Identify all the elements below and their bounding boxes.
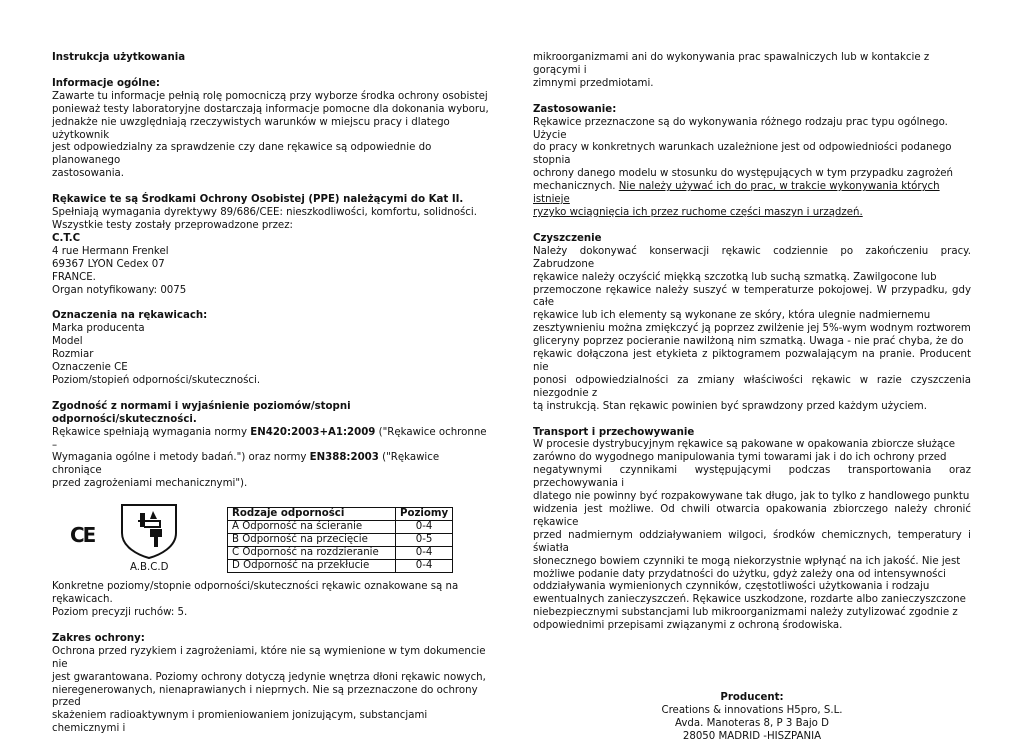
transport-heading: Transport i przechowywanie — [533, 426, 695, 438]
scope-text: Ochrona przed ryzykiem i zagrożeniami, które nie są wymienione w tym dokumencie nie — [52, 645, 486, 670]
notified-body: Organ notyfikowany: 0075 — [52, 284, 187, 296]
norms-heading: Zgodność z normami i wyjaśnienie poziomów/stopni odporności/skuteczności. — [52, 400, 351, 425]
usage-warning: ryzyko wciągnięcia ich przez ruchome części maszyn i urządzeń. — [533, 206, 863, 218]
norms-text: Wymagania ogólne i metody badań.") oraz normy EN388:2003 ("Rękawice chroniące — [52, 452, 440, 477]
transport-text: W procesie dystrybucyjnym rękawice są pakowane w opakowania zbiorcze służące zarówno do wygodnego manipulowania tymi towarami jak i do ich ochrony przed negatywnymi czynnikami występującymi podczas transportowania oraz przechowywania i dlatego nie powinny być rozpakowywane tak długo, jak to tylko z handlowego punktu widzenia jest możliwe. Od chwili otwarcia opakowania zbiorczego należy chronić rękawice przed nadmiernym oddziaływaniem wilgoci, środków chemicznych, temperatury i światła słonecznego bowiem czynniki te mogą niekorzystnie wpłynąć na ich jakość. Nie jest możliwe podanie daty przydatności do użytku, gdyż zależy ona od intensywności oddziaływania wymienionych czynników, częstotliwości użytkowania i rodzaju ewentualnych zanieczyszczeń. Rękawice uszkodzone, rozdarte albo zanieczyszczone niebezpiecznymi substancjami lub mikroorganizmami należy zutylizować zgodnie z odpowiednimi przepisami związanymi z ochroną środowiska. — [533, 439, 971, 632]
table-header-cell: Rodzaje odporności — [228, 508, 396, 521]
right-column — [533, 52, 971, 744]
table-header-row — [228, 508, 453, 521]
test-org-address: 4 rue Hermann Frenkel — [52, 245, 169, 257]
cleaning-text: Należy dokonywać konserwacji rękawic codziennie po zakończeniu pracy. Zabrudzone rękawice należy oczyścić miękką szczotką lub suchą szmatką. Zawilgocone lub przemoczone rękawice należy suszyć w temperaturze pokojowej. W przypadku, gdy całe rękawice lub ich elementy są wykonane ze skóry, która ulegnie nadmiernemu zesztywnieniu można zmiękczyć ją poprzez zwilżenie jej 5%-wym wodnym roztworem gliceryny poprzez pocieranie nawilżoną nim szmatką. Uwaga - nie prać chyba, że do rękawic dołączona jest etykieta z piktogramem pozwalającym na pranie. Producent nie ponosi odpowiedzialności za zmiany właściwości rękawic w razie czyszczenia niezgodnie z tą instrukcją. Stan rękawic powinien być sprawdzony przed każdym użyciem. — [533, 245, 971, 412]
usage-text: do pracy w konkretnych warunkach uzależnione jest od odpowiedniości podanego stopnia — [533, 142, 952, 167]
cleaning-heading: Czyszczenie — [533, 232, 602, 244]
producer-name: Creations & innovations H5pro, S.L. — [661, 704, 843, 716]
table-header-cell: Poziomy — [396, 508, 453, 521]
table-cell: 0-4 — [396, 560, 453, 573]
levels-text: rękawicach. — [52, 594, 113, 606]
markings-item: Rozmiar — [52, 349, 94, 361]
en388-pictogram-block — [52, 501, 490, 581]
table-cell: B Odporność na przecięcie — [228, 534, 396, 547]
table-cell: C Odporność na rozdzieranie — [228, 547, 396, 560]
table-row — [228, 534, 453, 547]
markings-item: Oznaczenie CE — [52, 362, 128, 374]
table-cell: D Odporność na przekłucie — [228, 560, 396, 573]
scope-text-continued: mikroorganizmami ani do wykonywania prac spawalniczych lub w kontakcie z gorącymi i — [533, 52, 930, 76]
scope-heading: Zakres ochrony: — [52, 632, 145, 644]
norms-text: Rękawice spełniają wymagania normy EN420:2003+A1:2009 ("Rękawice ochronne – — [52, 426, 487, 451]
scope-text: nieregenerowanych, nienaprawianych i nieprnych. Nie są przeznaczone do ochrony przed — [52, 684, 478, 709]
producer-address: Avda. Manoteras 8, P 3 Bajo D — [675, 717, 829, 729]
table-row — [228, 547, 453, 560]
pictogram-code-label: A.B.C.D — [130, 562, 169, 574]
usage-text: mechanicznych. Nie należy używać ich do prac, w trakcie wykonywania których istnieje — [533, 181, 940, 206]
markings-item: Poziom/stopień odporności/skuteczności. — [52, 374, 261, 386]
table-cell: 0-4 — [396, 521, 453, 534]
table-cell: 0-4 — [396, 547, 453, 560]
general-info-text: Zawarte tu informacje pełnią rolę pomocniczą przy wyborze środka ochrony osobistej ponieważ testy laboratoryjne dostarczają informacje pomocne dla dokonania wyboru, jednakże nie uwzględniają rzeczywistych warunków w miejscu pracy i dlatego użytkownik jest odpowiedzialny za sprawdzenie czy dane rękawice są odpowiednie do planowanego zastosowania. — [52, 90, 489, 180]
table-row — [228, 560, 453, 573]
ce-mark: CE — [70, 523, 95, 548]
test-org-address: 69367 LYON Cedex 07 — [52, 258, 165, 270]
producer-heading: Producent: — [720, 692, 784, 704]
dexterity-level: Poziom precyzji ruchów: 5. — [52, 607, 188, 618]
usage-heading: Zastosowanie: — [533, 103, 617, 115]
markings-heading: Oznaczenia na rękawicach: — [52, 310, 208, 322]
scope-text: skażeniem radioaktywnym i promieniowaniem jonizującym, substancjami chemicznymi i — [52, 710, 428, 735]
document-title: Instrukcja użytkowania — [52, 52, 186, 63]
usage-text: Rękawice przeznaczone są do wykonywania różnego rodzaju prac typu ogólnego. Użycie — [533, 116, 948, 141]
producer-address: 28050 MADRID -HISZPANIA — [682, 730, 822, 742]
norms-text: przed zagrożeniami mechanicznymi"). — [52, 478, 248, 490]
test-org-address: FRANCE. — [52, 271, 96, 283]
ppe-text: Wszystkie testy zostały przeprowadzone przez: — [52, 219, 293, 231]
levels-text: Konkretne poziomy/stopnie odporności/skuteczności rękawic oznakowane są na — [52, 581, 459, 593]
table-row — [228, 521, 453, 534]
table-cell: 0-5 — [396, 534, 453, 547]
mechanical-hazard-shield-icon — [120, 503, 178, 559]
general-info-heading: Informacje ogólne: — [52, 77, 160, 89]
test-org-name: C.T.C — [52, 232, 81, 244]
usage-text: ochrony danego modelu w stosunku do występujących w tym przypadku zagrożeń — [533, 168, 953, 180]
table-cell: A Odporność na ścieranie — [228, 521, 396, 534]
scope-text: jest gwarantowana. Poziomy ochrony dotyczą jedynie wnętrza dłoni rękawic nowych, — [52, 671, 486, 683]
scope-text-continued: zimnymi przedmiotami. — [533, 77, 654, 89]
ppe-heading: Rękawice te są Środkami Ochrony Osobistej (PPE) należącymi do Kat II. — [52, 194, 464, 206]
ppe-text: Spełniają wymagania dyrektywy 89/686/CEE: nieszkodliwości, komfortu, solidności. — [52, 207, 477, 219]
resistance-table — [227, 507, 453, 573]
markings-item: Model — [52, 336, 83, 348]
producer-block — [533, 692, 971, 744]
left-column — [52, 52, 490, 736]
usage-warning: Nie należy używać ich do prac, w trakcie wykonywania których istnieje — [533, 181, 940, 206]
markings-item: Marka producenta — [52, 323, 145, 335]
